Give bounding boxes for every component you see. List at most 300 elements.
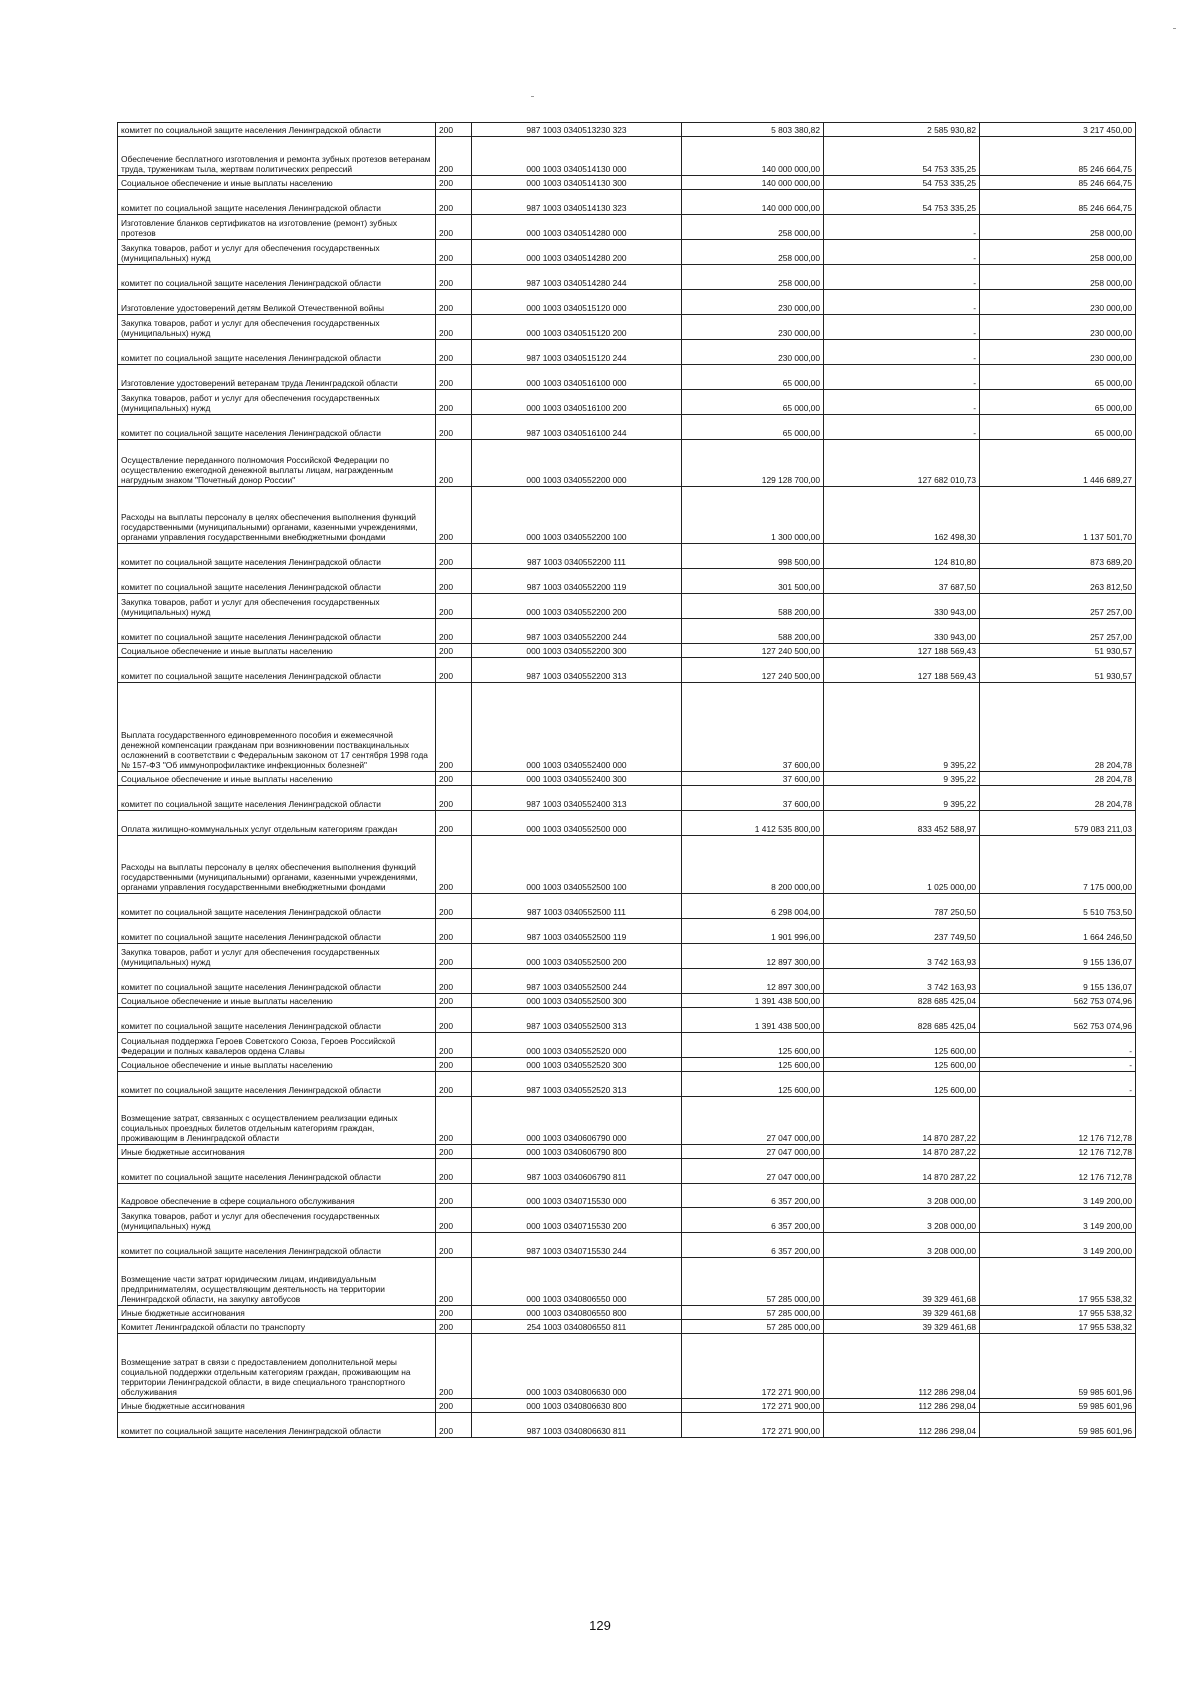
table-row (118, 265, 1136, 290)
table-row (118, 1145, 1136, 1159)
row-regional: 258 000,00 (980, 265, 1136, 290)
row-total: 1 391 438 500,00 (682, 994, 824, 1008)
table-row (118, 1399, 1136, 1413)
row-federal: 39 329 461,68 (824, 1320, 980, 1334)
row-total: 172 271 900,00 (682, 1399, 824, 1413)
row-federal: 3 208 000,00 (824, 1233, 980, 1258)
table-row (118, 1334, 1136, 1399)
row-budget-code: 000 1003 0340806630 800 (472, 1399, 682, 1413)
row-federal: 54 753 335,25 (824, 190, 980, 215)
table-row (118, 683, 1136, 772)
row-total: 6 357 200,00 (682, 1233, 824, 1258)
table-row (118, 944, 1136, 969)
row-regional: 579 083 211,03 (980, 811, 1136, 836)
row-total: 998 500,00 (682, 544, 824, 569)
row-regional: 12 176 712,78 (980, 1159, 1136, 1184)
row-name: Закупка товаров, работ и услуг для обеспечения государственных (муниципальных) нужд (118, 240, 436, 265)
table-row (118, 1413, 1136, 1438)
row-admin-code: 200 (436, 1208, 472, 1233)
row-regional: 1 137 501,70 (980, 487, 1136, 544)
row-federal: 127 682 010,73 (824, 440, 980, 487)
row-federal: 828 685 425,04 (824, 1008, 980, 1033)
table-row (118, 315, 1136, 340)
row-name: Закупка товаров, работ и услуг для обеспечения государственных (муниципальных) нужд (118, 594, 436, 619)
row-regional: 28 204,78 (980, 683, 1136, 772)
row-admin-code: 200 (436, 786, 472, 811)
row-federal: 127 188 569,43 (824, 658, 980, 683)
row-regional: 65 000,00 (980, 415, 1136, 440)
row-budget-code: 987 1003 0340552500 313 (472, 1008, 682, 1033)
row-total: 6 357 200,00 (682, 1184, 824, 1208)
table-row (118, 123, 1136, 137)
row-total: 258 000,00 (682, 240, 824, 265)
row-budget-code: 000 1003 0340806550 800 (472, 1306, 682, 1320)
row-total: 1 300 000,00 (682, 487, 824, 544)
row-budget-code: 254 1003 0340806550 811 (472, 1320, 682, 1334)
row-federal: 125 600,00 (824, 1058, 980, 1072)
row-regional: 17 955 538,32 (980, 1320, 1136, 1334)
row-regional: 7 175 000,00 (980, 836, 1136, 894)
row-regional: 230 000,00 (980, 290, 1136, 315)
table-row (118, 137, 1136, 176)
row-total: 27 047 000,00 (682, 1097, 824, 1145)
row-federal: 14 870 287,22 (824, 1145, 980, 1159)
table-row (118, 1058, 1136, 1072)
row-name: комитет по социальной защите населения Ленинградской области (118, 265, 436, 290)
row-name: комитет по социальной защите населения Ленинградской области (118, 969, 436, 994)
row-regional: 12 176 712,78 (980, 1145, 1136, 1159)
row-regional: 59 985 601,96 (980, 1334, 1136, 1399)
row-total: 57 285 000,00 (682, 1306, 824, 1320)
row-name: Закупка товаров, работ и услуг для обеспечения государственных (муниципальных) нужд (118, 315, 436, 340)
row-admin-code: 200 (436, 1159, 472, 1184)
row-name: комитет по социальной защите населения Ленинградской области (118, 569, 436, 594)
row-admin-code: 200 (436, 1334, 472, 1399)
row-admin-code: 200 (436, 644, 472, 658)
table-row (118, 365, 1136, 390)
row-budget-code: 987 1003 0340552500 244 (472, 969, 682, 994)
row-admin-code: 200 (436, 544, 472, 569)
row-name: Осуществление переданного полномочия Российской Федерации по осуществлению ежегодной денежной выплаты лицам, награжденным нагрудным знаком "Почетный донор России" (118, 440, 436, 487)
table-row (118, 1097, 1136, 1145)
row-budget-code: 987 1003 0340552520 313 (472, 1072, 682, 1097)
row-budget-code: 000 1003 0340715530 200 (472, 1208, 682, 1233)
row-regional: 562 753 074,96 (980, 994, 1136, 1008)
row-budget-code: 000 1003 0340552520 300 (472, 1058, 682, 1072)
row-federal: 787 250,50 (824, 894, 980, 919)
row-budget-code: 000 1003 0340552500 000 (472, 811, 682, 836)
row-total: 37 600,00 (682, 786, 824, 811)
row-name: Комитет Ленинградской области по транспорту (118, 1320, 436, 1334)
row-name: комитет по социальной защите населения Ленинградской области (118, 190, 436, 215)
row-federal: 3 742 163,93 (824, 944, 980, 969)
row-total: 1 391 438 500,00 (682, 1008, 824, 1033)
table-row (118, 894, 1136, 919)
table-row (118, 969, 1136, 994)
row-regional: 1 446 689,27 (980, 440, 1136, 487)
row-budget-code: 000 1003 0340606790 000 (472, 1097, 682, 1145)
row-total: 65 000,00 (682, 415, 824, 440)
row-total: 230 000,00 (682, 315, 824, 340)
row-budget-code: 000 1003 0340806630 000 (472, 1334, 682, 1399)
row-name: комитет по социальной защите населения Ленинградской области (118, 1233, 436, 1258)
row-federal: - (824, 340, 980, 365)
table-row (118, 569, 1136, 594)
table-row (118, 1072, 1136, 1097)
row-budget-code: 000 1003 0340552200 300 (472, 644, 682, 658)
row-name: Изготовление бланков сертификатов на изготовление (ремонт) зубных протезов (118, 215, 436, 240)
row-budget-code: 987 1003 0340514280 244 (472, 265, 682, 290)
row-total: 37 600,00 (682, 772, 824, 786)
row-federal: 237 749,50 (824, 919, 980, 944)
row-total: 588 200,00 (682, 594, 824, 619)
row-regional: 51 930,57 (980, 658, 1136, 683)
row-budget-code: 000 1003 0340606790 800 (472, 1145, 682, 1159)
row-name: Социальное обеспечение и иные выплаты населению (118, 994, 436, 1008)
row-federal: 37 687,50 (824, 569, 980, 594)
row-federal: 833 452 588,97 (824, 811, 980, 836)
row-budget-code: 000 1003 0340552200 100 (472, 487, 682, 544)
table-row (118, 340, 1136, 365)
row-total: 140 000 000,00 (682, 176, 824, 190)
row-admin-code: 200 (436, 894, 472, 919)
table-row (118, 1208, 1136, 1233)
row-name: Кадровое обеспечение в сфере социального обслуживания (118, 1184, 436, 1208)
row-admin-code: 200 (436, 1184, 472, 1208)
row-admin-code: 200 (436, 919, 472, 944)
row-name: комитет по социальной защите населения Ленинградской области (118, 123, 436, 137)
row-federal: 39 329 461,68 (824, 1258, 980, 1306)
table-row (118, 1159, 1136, 1184)
row-budget-code: 000 1003 0340806550 000 (472, 1258, 682, 1306)
row-budget-code: 000 1003 0340715530 000 (472, 1184, 682, 1208)
table-row (118, 1233, 1136, 1258)
table-row (118, 594, 1136, 619)
row-federal: 828 685 425,04 (824, 994, 980, 1008)
row-name: Социальное обеспечение и иные выплаты населению (118, 644, 436, 658)
table-row (118, 240, 1136, 265)
row-name: комитет по социальной защите населения Ленинградской области (118, 1413, 436, 1438)
row-total: 12 897 300,00 (682, 944, 824, 969)
row-budget-code: 987 1003 0340552200 111 (472, 544, 682, 569)
row-federal: 112 286 298,04 (824, 1413, 980, 1438)
row-admin-code: 200 (436, 123, 472, 137)
row-regional: 9 155 136,07 (980, 944, 1136, 969)
row-admin-code: 200 (436, 365, 472, 390)
row-federal: 3 208 000,00 (824, 1184, 980, 1208)
row-budget-code: 000 1003 0340516100 200 (472, 390, 682, 415)
table-row (118, 415, 1136, 440)
row-federal: - (824, 415, 980, 440)
row-name: Иные бюджетные ассигнования (118, 1399, 436, 1413)
row-total: 127 240 500,00 (682, 658, 824, 683)
row-budget-code: 000 1003 0340552400 000 (472, 683, 682, 772)
row-admin-code: 200 (436, 1145, 472, 1159)
row-name: комитет по социальной защите населения Ленинградской области (118, 919, 436, 944)
row-name: Социальное обеспечение и иные выплаты населению (118, 772, 436, 786)
row-regional: 59 985 601,96 (980, 1413, 1136, 1438)
row-regional: 230 000,00 (980, 340, 1136, 365)
scan-speck (531, 96, 534, 97)
row-admin-code: 200 (436, 944, 472, 969)
row-total: 37 600,00 (682, 683, 824, 772)
table-row (118, 544, 1136, 569)
row-budget-code: 987 1003 0340514130 323 (472, 190, 682, 215)
row-regional: 3 149 200,00 (980, 1233, 1136, 1258)
row-budget-code: 987 1003 0340516100 244 (472, 415, 682, 440)
row-budget-code: 000 1003 0340516100 000 (472, 365, 682, 390)
row-regional: 5 510 753,50 (980, 894, 1136, 919)
row-name: комитет по социальной защите населения Ленинградской области (118, 1072, 436, 1097)
row-total: 588 200,00 (682, 619, 824, 644)
row-regional: - (980, 1058, 1136, 1072)
row-budget-code: 000 1003 0340514280 000 (472, 215, 682, 240)
row-regional: 3 149 200,00 (980, 1208, 1136, 1233)
row-name: комитет по социальной защите населения Ленинградской области (118, 658, 436, 683)
table-row (118, 786, 1136, 811)
row-admin-code: 200 (436, 265, 472, 290)
table-row (118, 836, 1136, 894)
row-federal: 330 943,00 (824, 619, 980, 644)
row-federal: - (824, 265, 980, 290)
row-regional: 59 985 601,96 (980, 1399, 1136, 1413)
row-name: Социальное обеспечение и иные выплаты населению (118, 176, 436, 190)
row-regional: 65 000,00 (980, 365, 1136, 390)
row-admin-code: 200 (436, 240, 472, 265)
row-name: Закупка товаров, работ и услуг для обеспечения государственных (муниципальных) нужд (118, 1208, 436, 1233)
row-name: комитет по социальной защите населения Ленинградской области (118, 619, 436, 644)
row-federal: - (824, 290, 980, 315)
row-admin-code: 200 (436, 487, 472, 544)
row-admin-code: 200 (436, 1258, 472, 1306)
row-total: 230 000,00 (682, 340, 824, 365)
row-total: 27 047 000,00 (682, 1145, 824, 1159)
table-row (118, 1033, 1136, 1058)
table-row (118, 1306, 1136, 1320)
row-admin-code: 200 (436, 969, 472, 994)
row-total: 27 047 000,00 (682, 1159, 824, 1184)
row-budget-code: 987 1003 0340552200 244 (472, 619, 682, 644)
row-federal: - (824, 215, 980, 240)
row-budget-code: 000 1003 0340552200 000 (472, 440, 682, 487)
row-regional: 562 753 074,96 (980, 1008, 1136, 1033)
row-total: 230 000,00 (682, 290, 824, 315)
row-regional: 258 000,00 (980, 240, 1136, 265)
table-row (118, 190, 1136, 215)
row-regional: 85 246 664,75 (980, 137, 1136, 176)
row-total: 1 412 535 800,00 (682, 811, 824, 836)
row-total: 6 298 004,00 (682, 894, 824, 919)
table-row (118, 644, 1136, 658)
table-row (118, 658, 1136, 683)
table-body (118, 123, 1136, 1438)
row-federal: 127 188 569,43 (824, 644, 980, 658)
row-regional: 230 000,00 (980, 315, 1136, 340)
row-total: 57 285 000,00 (682, 1320, 824, 1334)
row-budget-code: 000 1003 0340514280 200 (472, 240, 682, 265)
row-admin-code: 200 (436, 569, 472, 594)
table-row (118, 390, 1136, 415)
row-budget-code: 000 1003 0340514130 000 (472, 137, 682, 176)
row-admin-code: 200 (436, 1033, 472, 1058)
row-budget-code: 987 1003 0340552200 119 (472, 569, 682, 594)
row-federal: 1 025 000,00 (824, 836, 980, 894)
row-federal: 112 286 298,04 (824, 1334, 980, 1399)
table-row (118, 1008, 1136, 1033)
row-federal: 39 329 461,68 (824, 1306, 980, 1320)
row-federal: 9 395,22 (824, 772, 980, 786)
row-regional: 28 204,78 (980, 786, 1136, 811)
row-admin-code: 200 (436, 1413, 472, 1438)
row-name: Изготовление удостоверений детям Великой Отечественной войны (118, 290, 436, 315)
row-admin-code: 200 (436, 176, 472, 190)
row-admin-code: 200 (436, 683, 472, 772)
row-budget-code: 987 1003 0340606790 811 (472, 1159, 682, 1184)
row-total: 12 897 300,00 (682, 969, 824, 994)
row-federal: 14 870 287,22 (824, 1159, 980, 1184)
row-name: комитет по социальной защите населения Ленинградской области (118, 415, 436, 440)
row-federal: 3 208 000,00 (824, 1208, 980, 1233)
row-regional: 3 149 200,00 (980, 1184, 1136, 1208)
row-federal: 14 870 287,22 (824, 1097, 980, 1145)
row-regional: - (980, 1072, 1136, 1097)
table-row (118, 772, 1136, 786)
row-budget-code: 000 1003 0340552500 200 (472, 944, 682, 969)
row-federal: 112 286 298,04 (824, 1399, 980, 1413)
row-admin-code: 200 (436, 340, 472, 365)
row-name: комитет по социальной защите населения Ленинградской области (118, 894, 436, 919)
row-admin-code: 200 (436, 1008, 472, 1033)
row-total: 5 803 380,82 (682, 123, 824, 137)
row-budget-code: 000 1003 0340515120 000 (472, 290, 682, 315)
row-total: 140 000 000,00 (682, 190, 824, 215)
row-admin-code: 200 (436, 1306, 472, 1320)
row-name: комитет по социальной защите населения Ленинградской области (118, 1159, 436, 1184)
row-admin-code: 200 (436, 137, 472, 176)
row-regional: 9 155 136,07 (980, 969, 1136, 994)
row-federal: 125 600,00 (824, 1072, 980, 1097)
row-total: 258 000,00 (682, 215, 824, 240)
row-total: 125 600,00 (682, 1033, 824, 1058)
row-budget-code: 987 1003 0340515120 244 (472, 340, 682, 365)
row-total: 258 000,00 (682, 265, 824, 290)
row-name: Возмещение затрат, связанных с осуществлением реализации единых социальных проездных билетов отдельным категориям граждан, проживающим в Ленинградской области (118, 1097, 436, 1145)
row-regional: 263 812,50 (980, 569, 1136, 594)
row-budget-code: 987 1003 0340513230 323 (472, 123, 682, 137)
row-budget-code: 000 1003 0340514130 300 (472, 176, 682, 190)
table-row (118, 1258, 1136, 1306)
row-federal: - (824, 365, 980, 390)
row-name: Расходы на выплаты персоналу в целях обеспечения выполнения функций государственными (муниципальными) органами, казенными учреждениями, органами управления государственными внебюджетными фондами (118, 487, 436, 544)
table-row (118, 176, 1136, 190)
row-admin-code: 200 (436, 1320, 472, 1334)
row-name: Социальное обеспечение и иные выплаты населению (118, 1058, 436, 1072)
row-total: 172 271 900,00 (682, 1413, 824, 1438)
row-federal: 3 742 163,93 (824, 969, 980, 994)
row-budget-code: 000 1003 0340552500 100 (472, 836, 682, 894)
row-name: Иные бюджетные ассигнования (118, 1145, 436, 1159)
row-regional: 873 689,20 (980, 544, 1136, 569)
row-federal: 162 498,30 (824, 487, 980, 544)
budget-table (117, 122, 1136, 1438)
row-budget-code: 000 1003 0340515120 200 (472, 315, 682, 340)
row-total: 1 901 996,00 (682, 919, 824, 944)
row-regional: 85 246 664,75 (980, 190, 1136, 215)
table-row (118, 290, 1136, 315)
row-admin-code: 200 (436, 290, 472, 315)
row-admin-code: 200 (436, 594, 472, 619)
row-name: Закупка товаров, работ и услуг для обеспечения государственных (муниципальных) нужд (118, 390, 436, 415)
row-name: комитет по социальной защите населения Ленинградской области (118, 340, 436, 365)
table-row (118, 1320, 1136, 1334)
row-regional: 65 000,00 (980, 390, 1136, 415)
row-federal: 9 395,22 (824, 683, 980, 772)
row-admin-code: 200 (436, 390, 472, 415)
row-regional: 17 955 538,32 (980, 1306, 1136, 1320)
row-regional: 28 204,78 (980, 772, 1136, 786)
table-row (118, 811, 1136, 836)
row-federal: - (824, 390, 980, 415)
row-federal: 330 943,00 (824, 594, 980, 619)
row-regional: - (980, 1033, 1136, 1058)
row-name: Обеспечение бесплатного изготовления и ремонта зубных протезов ветеранам труда, труженикам тыла, жертвам политических репрессий (118, 137, 436, 176)
row-name: комитет по социальной защите населения Ленинградской области (118, 544, 436, 569)
row-name: Закупка товаров, работ и услуг для обеспечения государственных (муниципальных) нужд (118, 944, 436, 969)
table-row (118, 919, 1136, 944)
row-regional: 51 930,57 (980, 644, 1136, 658)
row-total: 8 200 000,00 (682, 836, 824, 894)
row-name: Выплата государственного единовременного пособия и ежемесячной денежной компенсации гражданам при возникновении поствакцинальных осложнений в соответствии с Федеральным законом от 17 сентября 1998 года № 157-ФЗ "Об иммунопрофилактике инфекционных болезней" (118, 683, 436, 772)
row-admin-code: 200 (436, 215, 472, 240)
row-federal: 2 585 930,82 (824, 123, 980, 137)
row-admin-code: 200 (436, 415, 472, 440)
row-admin-code: 200 (436, 619, 472, 644)
row-regional: 85 246 664,75 (980, 176, 1136, 190)
row-total: 125 600,00 (682, 1072, 824, 1097)
row-admin-code: 200 (436, 1072, 472, 1097)
table-row (118, 994, 1136, 1008)
row-budget-code: 000 1003 0340552500 300 (472, 994, 682, 1008)
row-name: Возмещение части затрат юридическим лицам, индивидуальным предпринимателям, осуществляющим деятельность на территории Ленинградской области, на закупку автобусов (118, 1258, 436, 1306)
row-admin-code: 200 (436, 190, 472, 215)
row-total: 129 128 700,00 (682, 440, 824, 487)
row-budget-code: 987 1003 0340806630 811 (472, 1413, 682, 1438)
row-total: 125 600,00 (682, 1058, 824, 1072)
table-row (118, 487, 1136, 544)
row-name: Оплата жилищно-коммунальных услуг отдельным категориям граждан (118, 811, 436, 836)
row-budget-code: 987 1003 0340715530 244 (472, 1233, 682, 1258)
scan-speck (1173, 28, 1176, 29)
row-total: 172 271 900,00 (682, 1334, 824, 1399)
table-row (118, 215, 1136, 240)
row-admin-code: 200 (436, 994, 472, 1008)
row-total: 6 357 200,00 (682, 1208, 824, 1233)
row-regional: 17 955 538,32 (980, 1258, 1136, 1306)
row-federal: 124 810,80 (824, 544, 980, 569)
row-admin-code: 200 (436, 440, 472, 487)
row-regional: 12 176 712,78 (980, 1097, 1136, 1145)
row-total: 127 240 500,00 (682, 644, 824, 658)
row-total: 57 285 000,00 (682, 1258, 824, 1306)
row-admin-code: 200 (436, 836, 472, 894)
row-total: 65 000,00 (682, 390, 824, 415)
row-federal: - (824, 315, 980, 340)
row-name: Социальная поддержка Героев Советского Союза, Героев Российской Федерации и полных кавалеров ордена Славы (118, 1033, 436, 1058)
table-row (118, 440, 1136, 487)
row-budget-code: 000 1003 0340552200 200 (472, 594, 682, 619)
row-budget-code: 987 1003 0340552500 119 (472, 919, 682, 944)
row-name: комитет по социальной защите населения Ленинградской области (118, 786, 436, 811)
